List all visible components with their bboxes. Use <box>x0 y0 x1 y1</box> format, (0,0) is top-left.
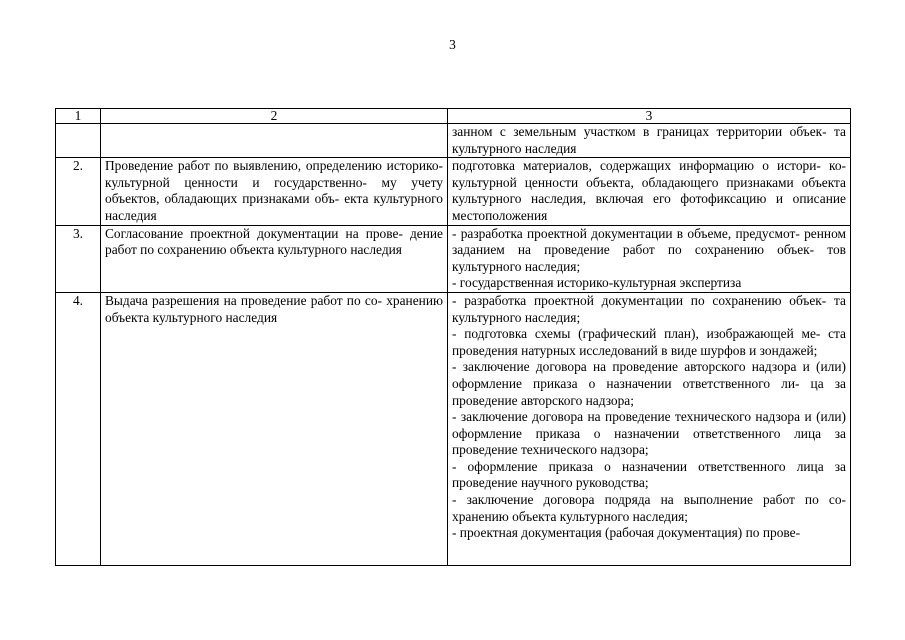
action-item: - разработка проектной документации в объеме, предусмот- ренном заданием на проведение работ по сохранению объек- тов культурного наследия; <box>452 225 846 274</box>
action-item: подготовка материалов, содержащих информацию о истори- ко-культурной ценности объекта, обладающего признаками объекта культурного наследия, включая его фотофиксацию и описание местоположения <box>452 158 846 223</box>
row-stage: Согласование проектной документации на прове- дение работ по сохранению объекта культурного наследия <box>101 225 448 292</box>
row-number: 2. <box>56 158 101 225</box>
row-number: 3. <box>56 225 101 292</box>
row-actions <box>448 124 851 158</box>
action-item: - проектная документация (рабочая документация) по прове- <box>452 525 801 541</box>
row-actions <box>448 292 851 565</box>
row-actions <box>448 158 851 225</box>
action-item: - государственная историко-культурная экспертиза <box>452 275 742 291</box>
table-row <box>56 158 851 225</box>
row-number: 4. <box>56 292 101 565</box>
table-row <box>56 225 851 292</box>
action-item: - заключение договора на проведение технического надзора и (или) оформление приказа о назначении ответственного лица за проведение технического надзора; <box>452 409 846 458</box>
action-item: - оформление приказа о назначении ответственного лица за проведение научного руководства; <box>452 458 846 491</box>
table-header-row <box>56 109 851 124</box>
action-item: - заключение договора подряда на выполнение работ по со- хранению объекта культурного наследия; <box>452 492 846 524</box>
row-actions <box>448 225 851 292</box>
procedures-table <box>55 108 851 566</box>
header-col-1: 1 <box>56 109 101 124</box>
row-stage <box>101 124 448 158</box>
row-number <box>56 124 101 158</box>
header-col-3: 3 <box>448 109 851 124</box>
page-number: 3 <box>449 37 456 52</box>
action-item: - заключение договора на проведение авторского надзора и (или) оформление приказа о назначении ответственного ли- ца за проведение авторского надзора; <box>452 359 846 408</box>
header-col-2: 2 <box>101 109 448 124</box>
row-stage: Проведение работ по выявлению, определению историко-культурной ценности и государственно- му учету объектов, обладающих признаками объ- екта культурного наследия <box>101 158 448 225</box>
table-row <box>56 292 851 565</box>
action-item: - подготовка схемы (графический план), изображающей ме- ста проведения натурных исследований в виде шурфов и зондажей; <box>452 326 846 358</box>
table-row <box>56 124 851 158</box>
action-item: - разработка проектной документации по сохранению объек- та культурного наследия; <box>452 292 846 325</box>
row-stage: Выдача разрешения на проведение работ по со- хранению объекта культурного наследия <box>101 292 448 565</box>
action-item: занном с земельным участком в границах территории объек- та культурного наследия <box>452 124 846 156</box>
